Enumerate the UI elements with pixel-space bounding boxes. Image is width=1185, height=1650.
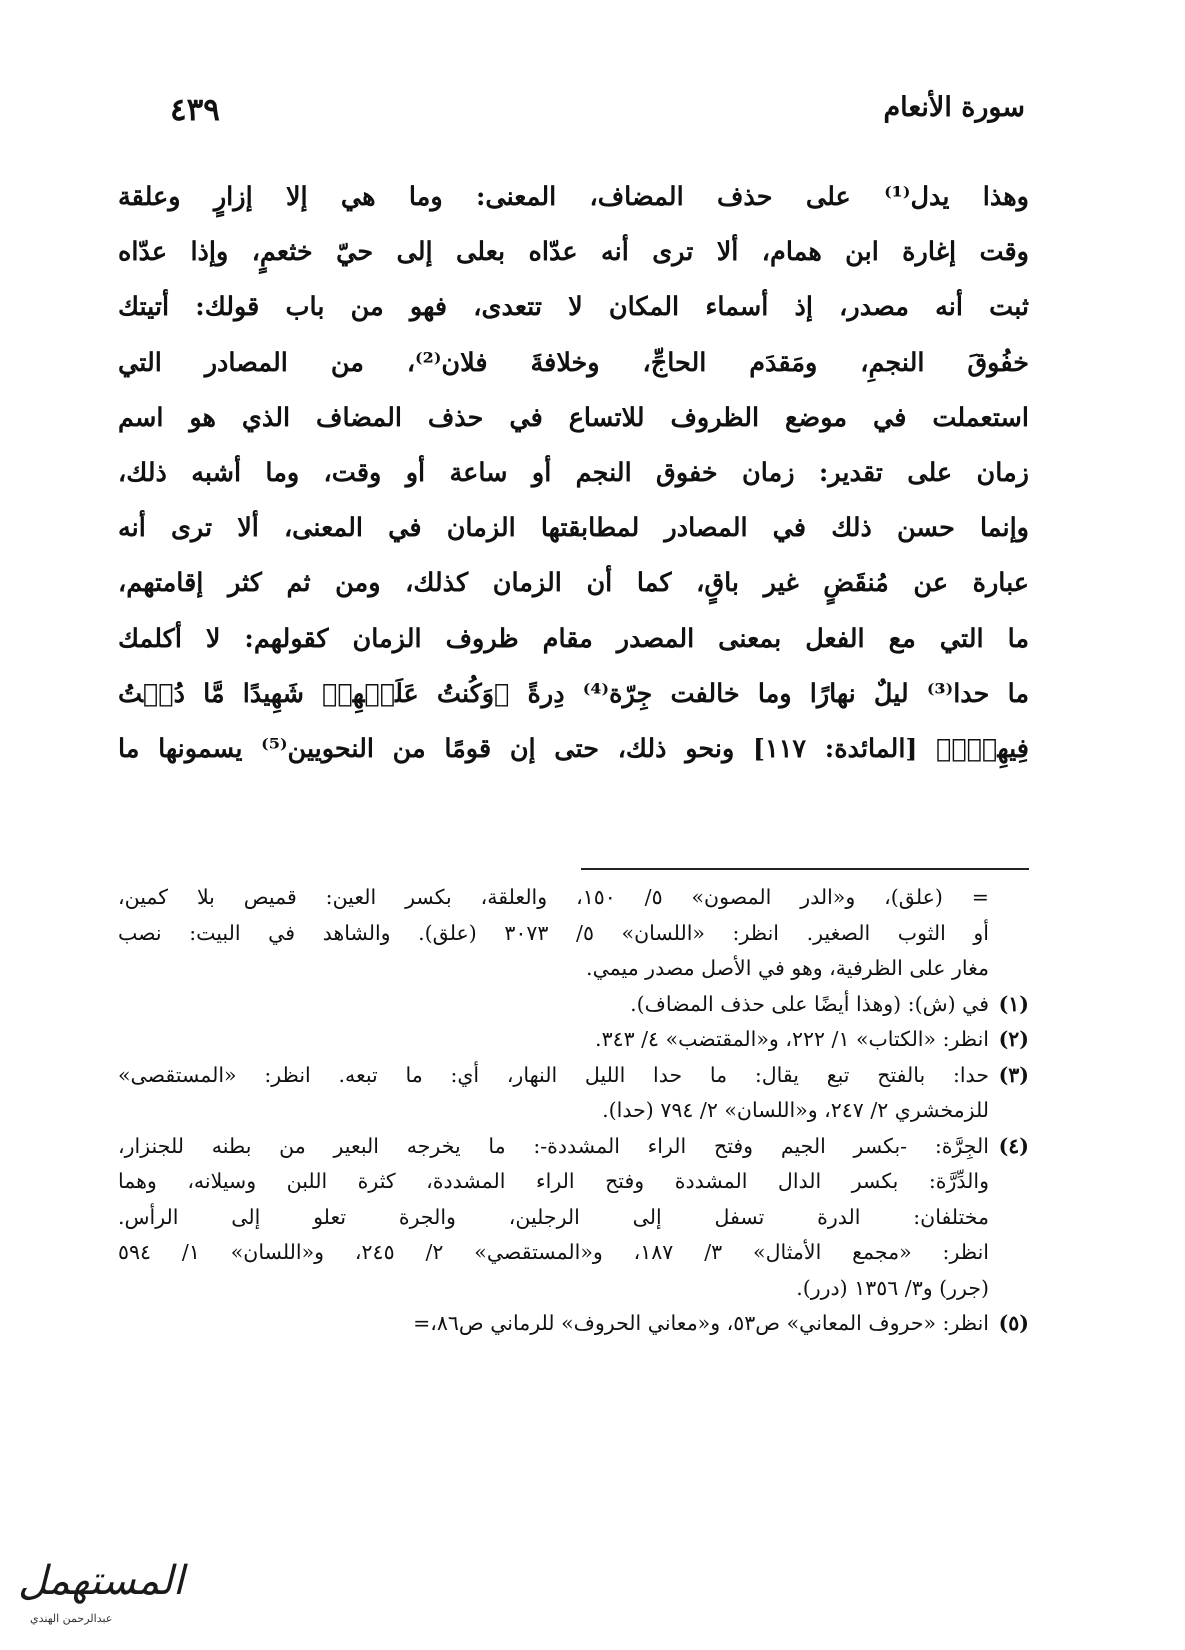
footnote-text: (جرر) و٣/ ١٣٥٦ (درر). (796, 1275, 989, 1300)
footnote-text: انظر: «حروف المعاني» ص٥٣، و«معاني الحروف» للرماني ص٨٦،= (413, 1311, 989, 1335)
footnote-line (118, 1271, 1029, 1307)
footnote-line (118, 916, 1029, 952)
footnote-separator (581, 868, 1029, 870)
footnote-line (118, 1164, 1029, 1200)
main-text-line: وإنما حسن ذلك في المصادر لمطابقتها الزمان في المعنى، ألا ترى أنه (118, 513, 1029, 544)
footnote-line (118, 1235, 1029, 1271)
main-text-line: استعملت في موضع الظروف للاتساع في حذف المضاف الذي هو اسم (118, 402, 1029, 433)
footnote-line (118, 987, 1029, 1023)
footnote-line (118, 1306, 1029, 1342)
footnote-text: مختلفان: الدرة تسفل إلى الرجلين، والجرة تعلو إلى الرأس. (118, 1204, 989, 1229)
footnote-number: (٣) (998, 1062, 1029, 1087)
footnote-line (118, 1200, 1029, 1236)
footnote-text: في (ش): (وهذا أيضًا على حذف المضاف). (630, 991, 989, 1016)
main-text-line: عبارة عن مُنقَضٍ غير باقٍ، كما أن الزمان كذلك، ومن ثم كثر إقامتهم، (118, 568, 1029, 599)
surah-title: سورة الأنعام (883, 92, 1025, 123)
main-text-line: خفُوقَ النجمِ، ومَقدَم الحاجِّ، وخلافةَ فلان⁽²⁾، من المصادر التي (118, 347, 1029, 378)
logo-text: المستهمل (18, 1558, 185, 1604)
main-text-line: ما حدا⁽³⁾ ليلٌ نهارًا وما خالفت جِرّة⁽⁴⁾ دِرةً ﴿وَكُنتُ عَلَيۡهِمۡ شَهِيدًا مَّا دُمۡتُ (118, 678, 1029, 709)
running-head (170, 92, 1025, 142)
page-number: ٤٣٩ (170, 92, 220, 128)
footnote-line (118, 1022, 1029, 1058)
footnote-number: (٤) (998, 1133, 1029, 1158)
footnote-line (118, 1093, 1029, 1129)
footnote-text: أو الثوب الصغير. انظر: «اللسان» ٥/ ٣٠٧٣ (علق). والشاهد في البيت: نصب (118, 920, 989, 945)
main-text (118, 170, 1029, 777)
main-text-line: ما التي مع الفعل بمعنى المصدر مقام ظروف الزمان كقولهم: لا أكلمك (118, 623, 1029, 654)
logo-subtext: عبدالرحمن الهندي (30, 1612, 113, 1625)
footnote-number: (٥) (998, 1311, 1029, 1335)
footnote-line (118, 1058, 1029, 1094)
footnote-line (118, 1129, 1029, 1165)
footnote-text: للزمخشري ٢/ ٢٤٧، و«اللسان» ٢/ ٧٩٤ (حدا). (602, 1098, 989, 1122)
main-text-line: وهذا يدل⁽¹⁾ على حذف المضاف، المعنى: وما هي إلا إزارٍ وعلقة (118, 182, 1029, 212)
main-text-line: فِيهِمۡۖ﴾ [المائدة: ١١٧] ونحو ذلك، حتى إن قومًا من النحويين⁽⁵⁾ يسمونها ما (118, 733, 1029, 764)
publisher-logo (8, 1550, 185, 1642)
main-text-line: وقت إغارة ابن همام، ألا ترى أنه عدّاه بعلى إلى حيّ خثعمٍ، وإذا عدّاه (118, 237, 1029, 268)
footnote-line (118, 880, 1029, 916)
main-text-line: ثبت أنه مصدر، إذ أسماء المكان لا تتعدى، فهو من باب قولك: أتيتك (118, 292, 1029, 323)
footnote-text: انظر: «مجمع الأمثال» ٣/ ١٨٧، و«المستقصي» ٢/ ٢٤٥، و«اللسان» ١/ ٥٩٤ (118, 1240, 989, 1264)
footnote-text: انظر: «الكتاب» ١/ ٢٢٢، و«المقتضب» ٤/ ٣٤٣. (595, 1027, 989, 1051)
footnote-text: الجِرَّة: -بكسر الجيم وفتح الراء المشددة-: ما يخرجه البعير من بطنه للجنزار، (118, 1133, 989, 1158)
main-text-line: زمان على تقدير: زمان خفوق النجم أو ساعة أو وقت، وما أشبه ذلك، (118, 457, 1029, 488)
footnote-text: حدا: بالفتح تبع يقال: ما حدا الليل النهار، أي: ما تبعه. انظر: «المستقصى» (118, 1062, 989, 1087)
footnote-text: والدِّرَّة: بكسر الدال المشددة وفتح الراء المشددة، كثرة اللبن وسيلانه، وهما (118, 1169, 989, 1193)
footnotes (118, 880, 1029, 1342)
footnote-text: مغار على الظرفية، وهو في الأصل مصدر ميمي. (586, 956, 989, 980)
footnote-line (118, 951, 1029, 987)
footnote-number: (٢) (998, 1027, 1029, 1051)
footnote-text: = (علق)، و«الدر المصون» ٥/ ١٥٠، والعلقة، بكسر العين: قميص بلا كمين، (118, 885, 989, 909)
footnote-number: (١) (998, 991, 1029, 1016)
